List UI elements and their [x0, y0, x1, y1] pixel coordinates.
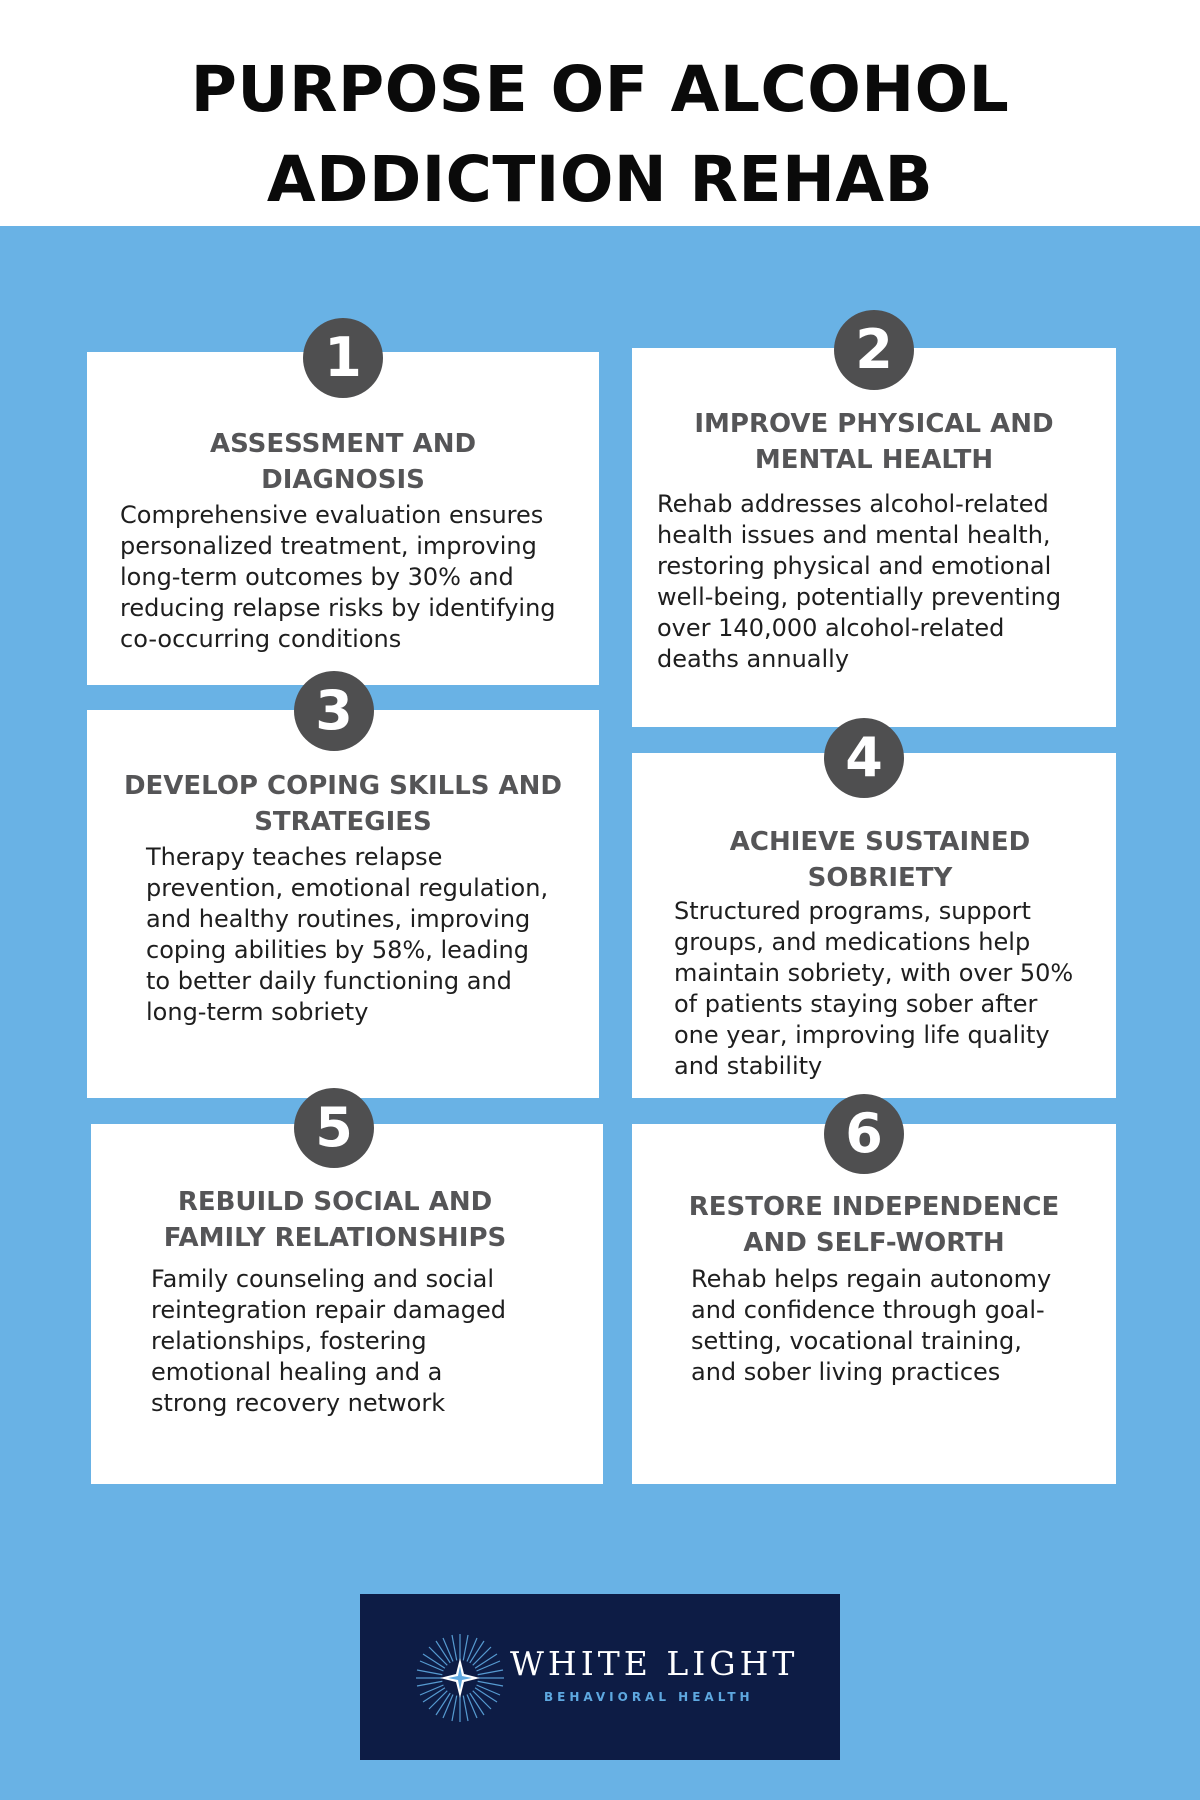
- white-light-logo: [360, 1594, 840, 1760]
- card-text-5-line-1: Family counseling and social: [151, 1265, 495, 1293]
- card-text-3-line-2: prevention, emotional regulation,: [146, 874, 549, 902]
- card-text-3-line-6: long-term sobriety: [146, 998, 369, 1026]
- card-text-4-line-2: groups, and medications help: [674, 928, 1031, 956]
- card-text-5: [151, 1264, 591, 1419]
- card-title-3: [87, 768, 599, 840]
- card-title-3-line-1: DEVELOP COPING SKILLS AND: [123, 771, 563, 801]
- card-text-3-line-5: to better daily functioning and: [146, 967, 512, 995]
- card-text-3: [146, 842, 591, 1028]
- card-title-4-line-1: ACHIEVE SUSTAINED: [729, 827, 1031, 857]
- page-title: [0, 45, 1200, 225]
- card-title-6-line-1: RESTORE INDEPENDENCE: [688, 1192, 1060, 1222]
- card-text-3-line-3: and healthy routines, improving: [146, 905, 531, 933]
- number-badge-1: 1: [303, 318, 383, 398]
- number-badge-3: 3: [294, 671, 374, 751]
- card-title-4: [632, 824, 1128, 896]
- card-text-1-line-3: long-term outcomes by 30% and: [120, 563, 514, 591]
- card-text-4-line-4: of patients staying sober after: [674, 990, 1038, 1018]
- card-title-6-line-2: AND SELF-WORTH: [743, 1228, 1005, 1258]
- card-title-5-line-1: REBUILD SOCIAL AND: [177, 1187, 493, 1217]
- card-text-5-line-4: emotional healing and a: [151, 1358, 443, 1386]
- card-title-2-line-2: MENTAL HEALTH: [754, 445, 994, 475]
- logo-name: WHITE LIGHT: [510, 1644, 799, 1683]
- card-text-2: [657, 489, 1107, 675]
- card-text-4-line-1: Structured programs, support: [674, 897, 1031, 925]
- card-text-3-line-1: Therapy teaches relapse: [146, 843, 443, 871]
- card-text-6-line-1: Rehab helps regain autonomy: [691, 1265, 1052, 1293]
- number-badge-5: 5: [294, 1088, 374, 1168]
- card-text-4: [674, 896, 1110, 1082]
- card-title-2-line-1: IMPROVE PHYSICAL AND: [694, 409, 1054, 439]
- card-text-4-line-6: and stability: [674, 1052, 823, 1080]
- page-title-line-2: ADDICTION REHAB: [266, 143, 934, 216]
- card-text-2-line-2: health issues and mental health,: [657, 521, 1051, 549]
- card-text-2-line-5: over 140,000 alcohol-related: [657, 614, 1005, 642]
- page-title-line-1: PURPOSE OF ALCOHOL: [190, 53, 1010, 126]
- card-text-1-line-2: personalized treatment, improving: [120, 532, 537, 560]
- card-title-2: [632, 406, 1116, 478]
- card-text-4-line-3: maintain sobriety, with over 50%: [674, 959, 1074, 987]
- card-text-1-line-1: Comprehensive evaluation ensures: [120, 501, 544, 529]
- card-text-2-line-6: deaths annually: [657, 645, 850, 673]
- card-title-5-line-2: FAMILY RELATIONSHIPS: [163, 1223, 507, 1253]
- starburst-icon: [412, 1630, 508, 1726]
- card-text-1-line-4: reducing relapse risks by identifying: [120, 594, 556, 622]
- card-text-5-line-5: strong recovery network: [151, 1389, 446, 1417]
- card-title-1: [87, 426, 599, 498]
- card-text-5-line-3: relationships, fostering: [151, 1327, 427, 1355]
- card-text-1-line-5: co-occurring conditions: [120, 625, 402, 653]
- card-title-4-line-2: SOBRIETY: [807, 863, 953, 893]
- card-title-3-line-2: STRATEGIES: [254, 807, 432, 837]
- logo-tagline: BEHAVIORAL HEALTH: [544, 1690, 754, 1704]
- number-badge-6: 6: [824, 1094, 904, 1174]
- card-text-6-line-4: and sober living practices: [691, 1358, 1001, 1386]
- number-badge-4: 4: [824, 718, 904, 798]
- card-text-1: [120, 500, 590, 655]
- card-text-2-line-3: restoring physical and emotional: [657, 552, 1052, 580]
- card-title-6: [632, 1189, 1116, 1261]
- card-text-6-line-2: and confidence through goal-: [691, 1296, 1045, 1324]
- card-text-4-line-5: one year, improving life quality: [674, 1021, 1050, 1049]
- card-title-1-line-2: DIAGNOSIS: [261, 465, 425, 495]
- card-text-6-line-3: setting, vocational training,: [691, 1327, 1022, 1355]
- card-title-1-line-1: ASSESSMENT AND: [209, 429, 477, 459]
- number-badge-2: 2: [834, 310, 914, 390]
- card-text-2-line-1: Rehab addresses alcohol-related: [657, 490, 1049, 518]
- card-text-2-line-4: well-being, potentially preventing: [657, 583, 1062, 611]
- card-text-5-line-2: reintegration repair damaged: [151, 1296, 507, 1324]
- card-text-3-line-4: coping abilities by 58%, leading: [146, 936, 529, 964]
- page-header: [0, 0, 1200, 226]
- card-title-5: [79, 1184, 591, 1256]
- card-text-6: [691, 1264, 1109, 1388]
